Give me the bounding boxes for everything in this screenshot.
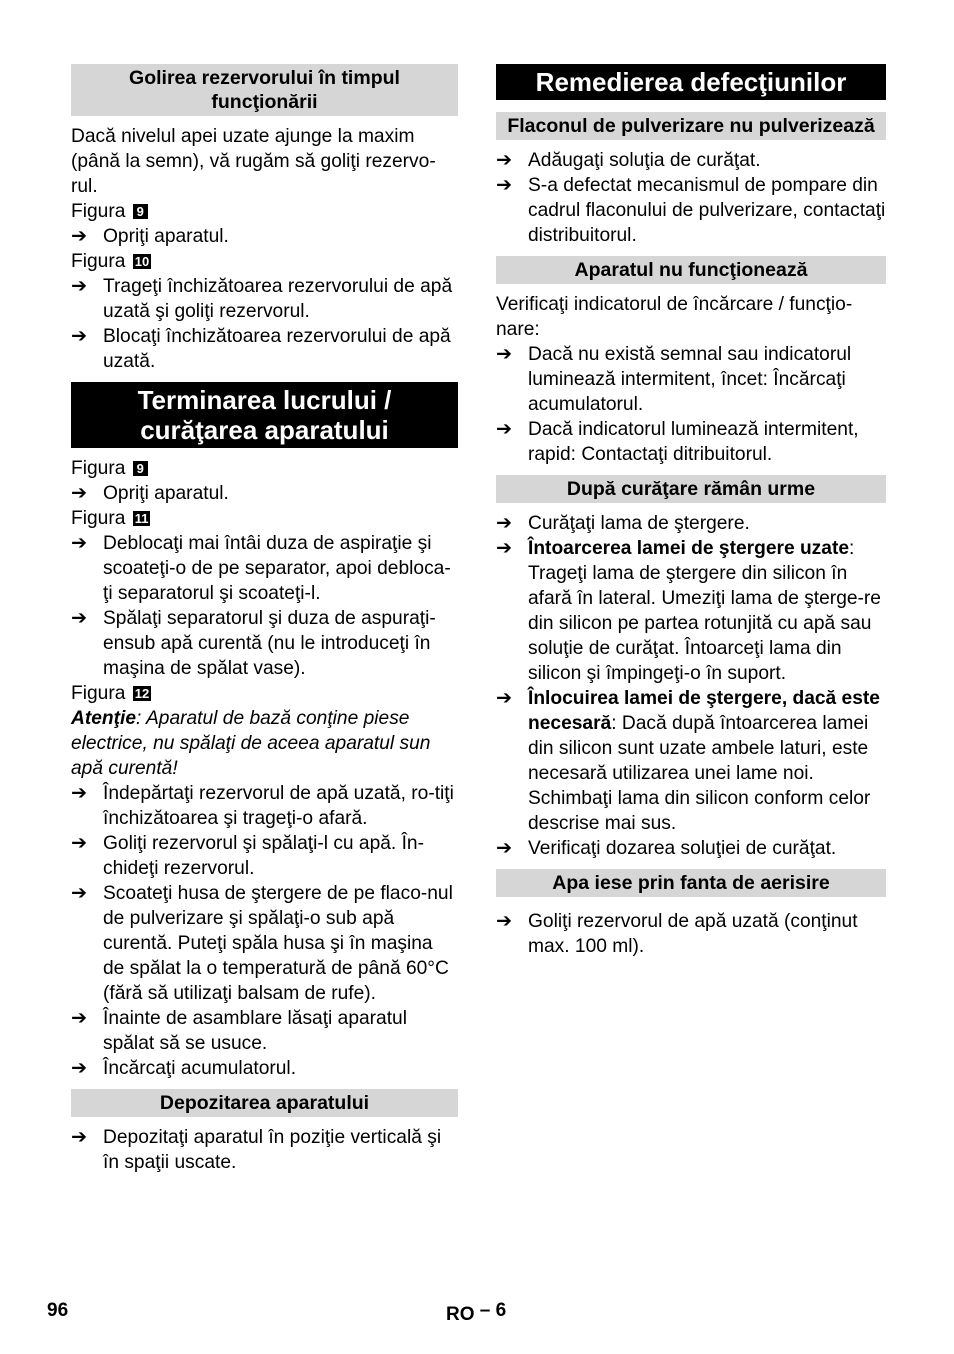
footer-language-page: RO $^{- 6}$ — [446, 1300, 507, 1325]
arrow-right-icon: ➔ — [496, 175, 513, 196]
warning-note: Atenţie: Aparatul de bază conţine piese electrice, nu spălaţi de aceea aparatul sun apă curentă! — [71, 708, 431, 779]
arrow-right-icon: ➔ — [71, 1127, 88, 1148]
section-title-remedierea: Remedierea defecţiunilor — [496, 64, 886, 100]
left-column — [71, 64, 458, 1175]
figure-ref-9: Figura 9 — [71, 456, 458, 481]
list-item: ➔ Opriţi aparatul. — [71, 226, 229, 247]
arrow-right-icon: ➔ — [71, 326, 88, 347]
section-title-golirea: Golirea rezervorului în timpul funcţionării — [71, 64, 458, 116]
section-title-flaconul: Flaconul de pulverizare nu pulverizează — [496, 112, 886, 140]
arrow-right-icon: ➔ — [496, 419, 513, 440]
list-item: ➔ Curăţaţi lama de ştergere. — [496, 513, 750, 534]
figure-number-badge: 11 — [134, 511, 149, 526]
right-column — [496, 64, 886, 959]
figure-number-badge: 10 — [134, 254, 150, 269]
arrow-right-icon: ➔ — [496, 838, 513, 859]
list-item: ➔ Depozitaţi aparatul în poziţie verticală şi în spaţii uscate. — [71, 1127, 442, 1173]
list-item: ➔ Încărcaţi acumulatorul. — [71, 1058, 297, 1079]
arrow-right-icon: ➔ — [496, 538, 513, 559]
paragraph-golirea: Dacă nivelul apei uzate ajunge la maxim (până la semn), vă rugăm să goliţi rezervo-rul. — [71, 126, 436, 197]
list-item: ➔ Goliţi rezervorul de apă uzată (conţinut max. 100 ml). — [496, 911, 858, 957]
list-item: ➔ Spălaţi separatorul şi duza de aspuraţi-ensub apă curentă (nu le introduceţi în maşina de spălat vase). — [71, 608, 436, 679]
paragraph-verificati: Verificaţi indicatorul de încărcare / funcţio-nare: — [496, 294, 853, 340]
section-title-terminarea: Terminarea lucrului / curăţarea aparatului — [71, 382, 458, 448]
figure-ref-9: Figura 9 — [71, 199, 458, 224]
list-item: ➔ Întoarcerea lamei de ştergere uzate: Trageţi lama de ştergere din silicon în afară în lateral. Umeziţi lama de şterge-re din silicon pe partea rotunjită cu apă sau soluţie de curăţat. Întoarceţi lama din silicon şi împingeţi-o în suport. — [496, 538, 881, 684]
arrow-right-icon: ➔ — [71, 783, 88, 804]
list-item: ➔ Înainte de asamblare lăsaţi aparatul spălat să se usuce. — [71, 1008, 407, 1054]
figure-ref-12: Figura 12 — [71, 683, 150, 704]
list-item: ➔ Adăugaţi soluţia de curăţat. — [496, 150, 761, 171]
figure-ref-10: Figura 10 — [71, 251, 150, 272]
arrow-right-icon: ➔ — [71, 533, 88, 554]
arrow-right-icon: ➔ — [71, 883, 88, 904]
section-title-dupa: După curăţare rămân urme — [496, 475, 886, 503]
arrow-right-icon: ➔ — [71, 1008, 88, 1029]
figure-number-badge: 9 — [133, 461, 148, 476]
list-item: ➔ Dacă nu există semnal sau indicatorul luminează intermitent, încet: Încărcaţi acumulatorul. — [496, 344, 852, 415]
list-item: ➔ Trageţi închizătoarea rezervorului de apă uzată şi goliţi rezervorul. — [71, 276, 453, 322]
arrow-right-icon: ➔ — [71, 1058, 88, 1079]
arrow-right-icon: ➔ — [71, 483, 88, 504]
arrow-right-icon: ➔ — [71, 833, 88, 854]
figure-ref-11: Figura 11 — [71, 508, 149, 529]
list-item: ➔ Goliţi rezervorul şi spălaţi-l cu apă. În-chideţi rezervorul. — [71, 833, 424, 879]
arrow-right-icon: ➔ — [496, 344, 513, 365]
section-title-depozitarea: Depozitarea aparatului — [71, 1089, 458, 1117]
list-item: ➔ Scoateţi husa de ştergere de pe flaco-nul de pulverizare şi spălaţi-o sub apă curentă. Puteţi spăla husa şi în maşina de spălat la o temperatură de până 60°C (fără să utilizaţi balsam de rufe). — [71, 883, 453, 1004]
list-item: ➔ Deblocaţi mai întâi duza de aspiraţie şi scoateţi-o de pe separator, apoi debloca-ţi separatorul şi scoateţi-l. — [71, 533, 451, 604]
page-number: 96 — [47, 1300, 69, 1321]
list-item: ➔ Îndepărtaţi rezervorul de apă uzată, ro-tiţi închizătoarea şi trageţi-o afară. — [71, 783, 454, 829]
list-item: ➔ Opriţi aparatul. — [71, 483, 229, 504]
list-item: ➔ Blocaţi închizătoarea rezervorului de apă uzată. — [71, 326, 451, 372]
arrow-right-icon: ➔ — [496, 911, 513, 932]
figure-number-badge: 12 — [134, 686, 150, 701]
arrow-right-icon: ➔ — [496, 150, 513, 171]
arrow-right-icon: ➔ — [71, 226, 88, 247]
arrow-right-icon: ➔ — [71, 608, 88, 629]
figure-number-badge: 9 — [133, 204, 148, 219]
section-title-aparatul: Aparatul nu funcţionează — [496, 256, 886, 284]
arrow-right-icon: ➔ — [71, 276, 88, 297]
arrow-right-icon: ➔ — [496, 688, 513, 709]
list-item: ➔ S-a defectat mecanismul de pompare din cadrul flaconului de pulverizare, contactaţi distribuitorul. — [496, 175, 886, 246]
list-item: ➔ Dacă indicatorul luminează intermitent, rapid: Contactaţi ditribuitorul. — [496, 419, 859, 465]
list-item: ➔ Verificaţi dozarea soluţiei de curăţat. — [496, 838, 837, 859]
list-item: ➔ Înlocuirea lamei de ştergere, dacă este necesară: Dacă după întoarcerea lamei din silicon sunt uzate ambele laturi, este necesară utilizarea unei lame noi. Schimbaţi lama din silicon conform celor descrise mai sus. — [496, 688, 880, 834]
section-title-apa: Apa iese prin fanta de aerisire — [496, 869, 886, 897]
arrow-right-icon: ➔ — [496, 513, 513, 534]
